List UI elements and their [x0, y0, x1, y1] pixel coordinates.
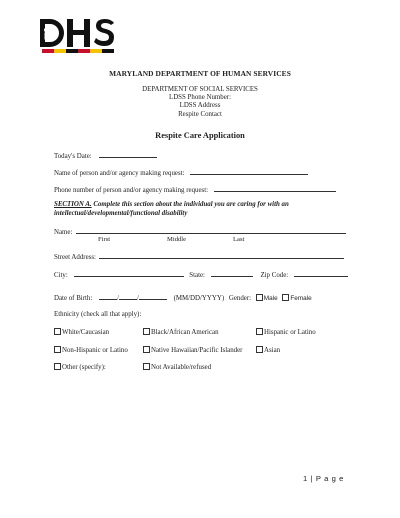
ethnicity-option[interactable] — [143, 346, 242, 354]
office-address: LDSS Address — [179, 102, 221, 110]
gender-male-checkbox[interactable] — [256, 294, 263, 301]
ethnicity-option-label: Non-Hispanic or Latino — [62, 347, 128, 354]
ethnicity-checkbox[interactable] — [54, 363, 61, 370]
ethnicity-option[interactable] — [54, 346, 128, 354]
ethnicity-option-label: Black/African American — [151, 329, 219, 336]
gender-male-label: Male — [263, 295, 278, 302]
todays-date-field[interactable] — [99, 151, 157, 158]
office-contact: Respite Contact — [178, 110, 222, 118]
ethnicity-checkbox[interactable] — [143, 328, 150, 335]
gender-label: Gender: — [228, 295, 252, 302]
todays-date-row — [54, 151, 157, 160]
city-field[interactable] — [74, 270, 184, 277]
dhs-logo-graphic — [36, 16, 118, 56]
dob-year-field[interactable] — [136, 293, 167, 302]
ethnicity-checkbox[interactable] — [54, 346, 61, 353]
requester-phone-field[interactable] — [214, 185, 336, 192]
dob-separator: / — [117, 295, 119, 302]
ethnicity-option[interactable] — [54, 328, 109, 336]
individual-name-field[interactable] — [76, 227, 346, 234]
gender-female-checkbox[interactable] — [282, 294, 289, 301]
ethnicity-option[interactable] — [256, 328, 316, 336]
section-a-label: SECTION A. — [54, 201, 92, 208]
requester-phone-row — [54, 185, 336, 194]
ethnicity-option-label: Hispanic or Latino — [264, 329, 316, 336]
todays-date-label: Today's Date: — [54, 153, 92, 160]
individual-name-label: Name: — [54, 229, 73, 236]
dob-month-field[interactable] — [99, 293, 117, 300]
street-address-row — [54, 252, 344, 261]
requester-name-label: Name of person and/or agency making request: — [54, 170, 185, 177]
ethnicity-option-label: Not Available/refused — [151, 364, 212, 371]
ethnicity-checkbox[interactable] — [143, 363, 150, 370]
ethnicity-checkbox[interactable] — [54, 328, 61, 335]
gender-female-label: Female — [290, 295, 312, 302]
dob-gender-row — [54, 293, 312, 302]
street-address-label: Street Address: — [54, 254, 96, 261]
section-a-text: Complete this section about the individual you are caring for with an intellectual/developmental/functional disability — [54, 201, 289, 217]
page-number: 1 | P a g e — [303, 474, 344, 483]
zip-field[interactable] — [294, 270, 348, 277]
state-field[interactable] — [211, 270, 253, 277]
dob-separator: / — [136, 295, 139, 302]
dob-format-hint: (MM/DD/YYYY) — [173, 295, 225, 302]
zip-label: Zip Code: — [260, 272, 289, 279]
street-address-field[interactable] — [99, 252, 344, 259]
dob-day-field[interactable] — [119, 293, 137, 300]
ethnicity-option[interactable] — [256, 346, 280, 354]
requester-name-row — [54, 168, 308, 177]
dhs-logo — [36, 16, 118, 56]
form-title: Respite Care Application — [155, 131, 245, 140]
name-first-caption: First — [98, 236, 111, 243]
ethnicity-option-label: Asian — [264, 347, 281, 354]
office-info — [0, 86, 400, 119]
dob-label: Date of Birth: — [54, 295, 93, 302]
state-label: State: — [189, 272, 205, 279]
name-middle-caption: Middle — [167, 236, 187, 243]
name-last-caption: Last — [233, 236, 245, 243]
city-state-zip-row — [54, 270, 348, 279]
ethnicity-checkbox[interactable] — [143, 346, 150, 353]
ethnicity-option[interactable] — [143, 363, 211, 371]
ethnicity-option-label: Other (specify): — [62, 364, 106, 371]
agency-name: MARYLAND DEPARTMENT OF HUMAN SERVICES — [109, 69, 291, 78]
individual-name-row — [54, 227, 346, 236]
ethnicity-option-label: Native Hawaiian/Pacific Islander — [151, 347, 243, 354]
requester-name-field[interactable] — [190, 168, 308, 175]
office-phone: LDSS Phone Number: — [168, 94, 232, 102]
ethnicity-label: Ethnicity (check all that apply): — [54, 311, 142, 318]
city-label: City: — [54, 272, 68, 279]
office-name: DEPARTMENT OF SOCIAL SERVICES — [142, 86, 258, 93]
ethnicity-checkbox[interactable] — [256, 328, 263, 335]
section-a-instructions — [54, 201, 354, 219]
ethnicity-checkbox[interactable] — [256, 346, 263, 353]
requester-phone-label: Phone number of person and/or agency making request: — [54, 187, 209, 194]
ethnicity-option[interactable] — [143, 328, 219, 336]
ethnicity-option-label: White/Caucasian — [62, 329, 110, 336]
ethnicity-option[interactable] — [54, 363, 106, 371]
